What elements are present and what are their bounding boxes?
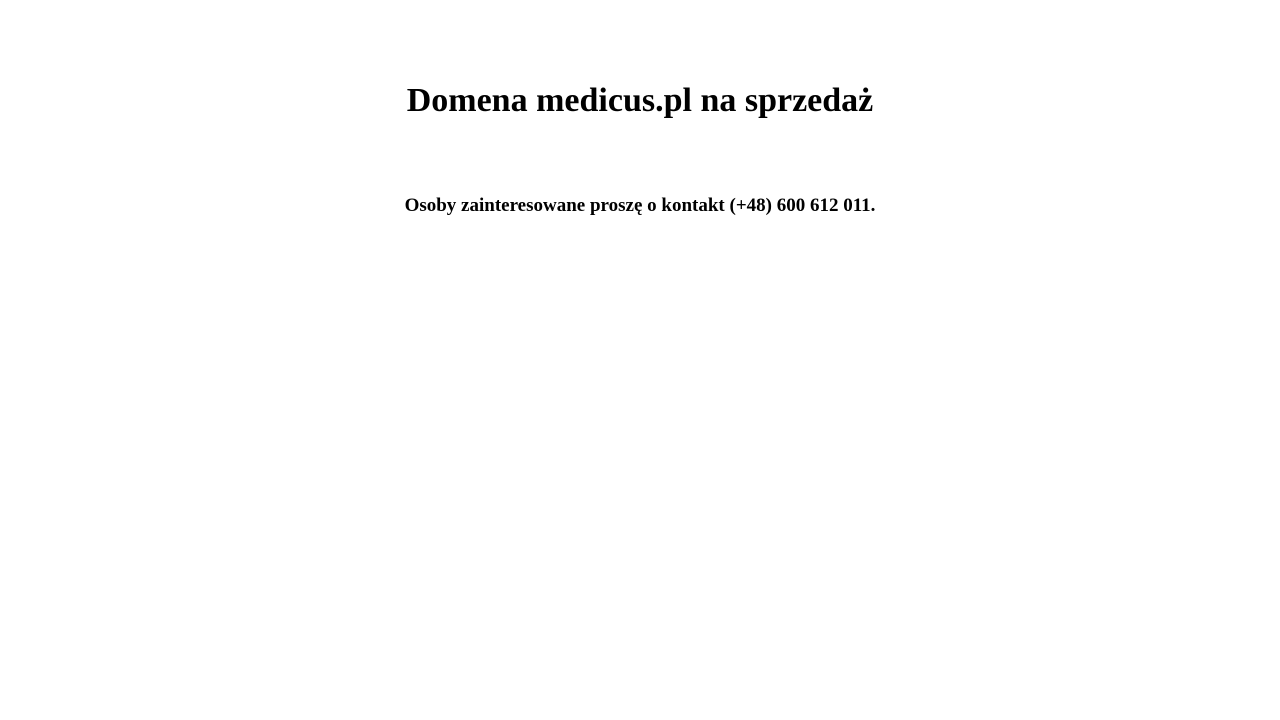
page-title: Domena medicus.pl na sprzedaż — [406, 82, 874, 119]
contact-message: Osoby zainteresowane proszę o kontakt (+48) 600 612 011. — [404, 195, 876, 216]
